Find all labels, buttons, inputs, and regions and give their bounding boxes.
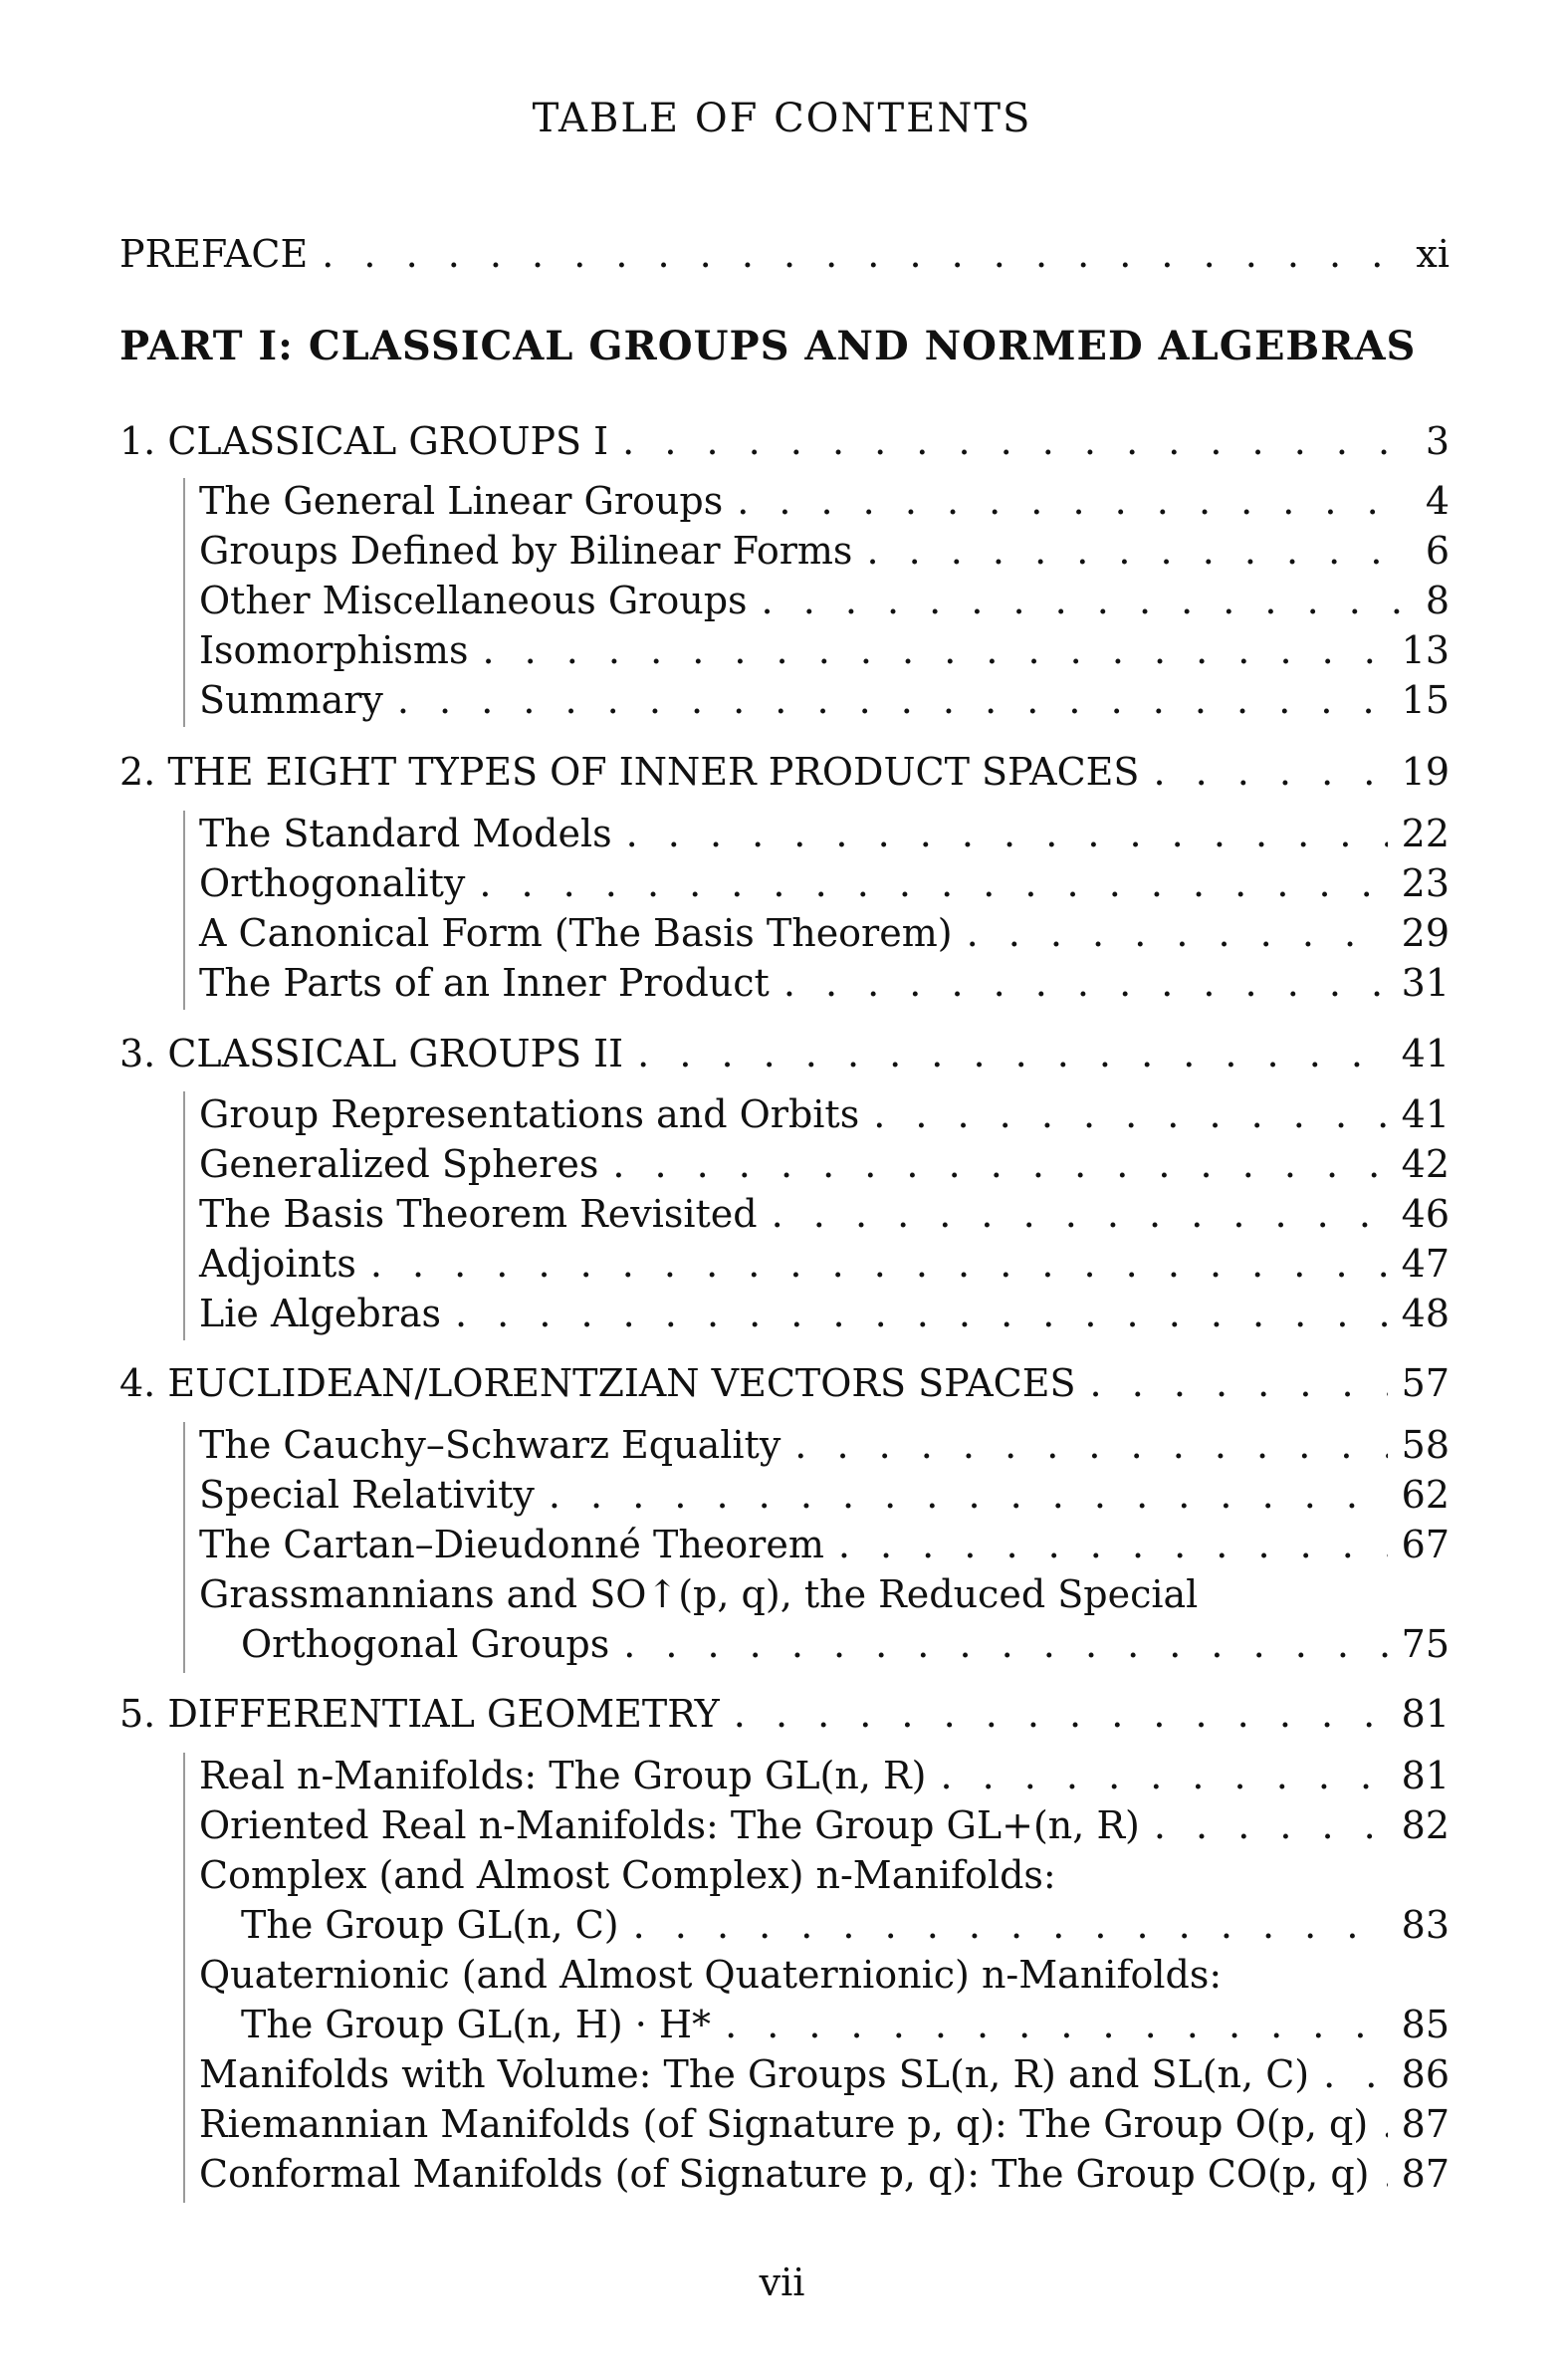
toc-section (199, 960, 1450, 1006)
section-title: Oriented Real n-Manifolds: The Group GL+(n, R) (199, 1803, 1140, 1847)
section-title: The Basis Theorem Revisited (199, 1192, 758, 1236)
dot-leader (482, 627, 1387, 673)
section-title: Groups Defined by Bilinear Forms (199, 529, 853, 573)
dot-leader (737, 478, 1412, 524)
section-title: Conformal Manifolds (of Signature p, q): The Group CO(p, q) (199, 2152, 1370, 2196)
dot-leader (783, 960, 1388, 1006)
chapter-page: 19 (1401, 750, 1450, 794)
dot-leader (1153, 749, 1387, 795)
toc-chapter-5 (119, 1691, 1450, 1737)
dot-leader (838, 1522, 1388, 1567)
toc-chapter-1 (119, 418, 1450, 464)
toc-chapter-4 (119, 1360, 1450, 1406)
toc-section (241, 2002, 1450, 2047)
section-title: Real n-Manifolds: The Group GL(n, R) (199, 1754, 927, 1797)
section-title: The Cartan–Dieudonné Theorem (199, 1523, 824, 1566)
section-rule (183, 811, 185, 1010)
section-page: 75 (1401, 1622, 1450, 1666)
page-title: TABLE OF CONTENTS (532, 96, 1032, 141)
dot-leader (734, 1691, 1388, 1737)
section-page: 29 (1401, 911, 1450, 955)
section-title: The Parts of an Inner Product (199, 961, 770, 1005)
toc-section (199, 578, 1450, 623)
dot-leader (866, 528, 1411, 574)
dot-leader (1383, 2151, 1387, 2197)
section-title: Generalized Spheres (199, 1142, 599, 1186)
toc-section (199, 1522, 1450, 1567)
dot-leader (612, 1141, 1387, 1187)
toc-section (199, 1141, 1450, 1187)
toc-section (199, 627, 1450, 673)
section-page: 6 (1425, 529, 1450, 573)
section-page: 23 (1401, 861, 1450, 905)
dot-leader (1154, 1802, 1388, 1848)
dot-leader (967, 910, 1388, 956)
toc-section (199, 1422, 1450, 1468)
chapter-title: 4. EUCLIDEAN/LORENTZIAN VECTORS SPACES (119, 1361, 1076, 1405)
toc-section (199, 2101, 1450, 2147)
toc-section (199, 910, 1450, 956)
dot-leader (455, 1291, 1388, 1336)
section-page: 47 (1401, 1242, 1450, 1286)
toc-section (199, 1091, 1450, 1137)
toc-section (199, 1241, 1450, 1287)
section-page: 58 (1401, 1423, 1450, 1467)
chapter-page: 3 (1425, 419, 1450, 463)
chapter-page: 81 (1401, 1692, 1450, 1736)
section-title-continuation: The Group GL(n, C) (241, 1903, 619, 1947)
section-page: 8 (1425, 579, 1450, 622)
toc-entry-preface (119, 231, 1450, 277)
section-page: 82 (1401, 1803, 1450, 1847)
section-title: The General Linear Groups (199, 479, 724, 523)
toc-section (199, 860, 1450, 906)
section-title-continuation: Orthogonal Groups (241, 1622, 610, 1666)
section-title-line: Quaternionic (and Almost Quaternionic) n-Manifolds: (199, 1953, 1223, 1997)
dot-leader (1323, 2051, 1388, 2097)
toc-chapter-3 (119, 1031, 1450, 1076)
toc-section (199, 1191, 1450, 1237)
chapter-title: 3. CLASSICAL GROUPS II (119, 1032, 624, 1075)
section-page: 41 (1401, 1092, 1450, 1136)
dot-leader (370, 1241, 1388, 1287)
toc-section (199, 1802, 1450, 1848)
section-page: 22 (1401, 812, 1450, 855)
toc-section (199, 2151, 1450, 2197)
toc-chapter-2 (119, 749, 1450, 795)
toc-section (199, 478, 1450, 524)
toc-section (199, 1472, 1450, 1518)
section-title: The Cauchy–Schwarz Equality (199, 1423, 782, 1467)
section-rule (183, 1422, 185, 1673)
entry-title: PREFACE (119, 232, 309, 276)
section-title-line: Complex (and Almost Complex) n-Manifolds: (199, 1853, 1056, 1897)
section-page: 42 (1401, 1142, 1450, 1186)
section-title-continuation: The Group GL(n, H) · H* (241, 2003, 712, 2046)
dot-leader (397, 677, 1388, 723)
section-page: 85 (1401, 2003, 1450, 2046)
toc-section (199, 1291, 1450, 1336)
page-number: vii (759, 2261, 805, 2304)
section-title: Orthogonality (199, 861, 466, 905)
dot-leader (622, 418, 1412, 464)
section-title: Other Miscellaneous Groups (199, 579, 748, 622)
chapter-page: 41 (1401, 1032, 1450, 1075)
chapter-page: 57 (1401, 1361, 1450, 1405)
section-title: Lie Algebras (199, 1292, 442, 1335)
dot-leader (637, 1031, 1387, 1076)
section-title: Isomorphisms (199, 628, 469, 672)
dot-leader (626, 811, 1388, 856)
section-page: 86 (1401, 2052, 1450, 2096)
entry-page: xi (1416, 232, 1450, 276)
section-page: 62 (1401, 1473, 1450, 1517)
dot-leader (940, 1753, 1387, 1798)
section-title: Manifolds with Volume: The Groups SL(n, R) and SL(n, C) (199, 2052, 1310, 2096)
section-page: 31 (1401, 961, 1450, 1005)
section-page: 15 (1401, 678, 1450, 722)
part-heading: PART I: CLASSICAL GROUPS AND NORMED ALGEBRAS (119, 323, 1417, 369)
chapter-title: 5. DIFFERENTIAL GEOMETRY (119, 1692, 720, 1736)
section-title: The Standard Models (199, 812, 612, 855)
toc-section (199, 1753, 1450, 1798)
section-page: 83 (1401, 1903, 1450, 1947)
section-title: Special Relativity (199, 1473, 535, 1517)
dot-leader (633, 1902, 1388, 1948)
dot-leader (873, 1091, 1387, 1137)
section-title: A Canonical Form (The Basis Theorem) (199, 911, 953, 955)
dot-leader (623, 1621, 1387, 1667)
section-rule (183, 1753, 185, 2203)
section-rule (183, 478, 185, 727)
section-page: 87 (1401, 2152, 1450, 2196)
dot-leader (762, 578, 1412, 623)
section-page: 87 (1401, 2102, 1450, 2146)
toc-section (199, 811, 1450, 856)
dot-leader (1382, 2101, 1387, 2147)
section-rule (183, 1091, 185, 1340)
section-page: 13 (1401, 628, 1450, 672)
dot-leader (1090, 1360, 1388, 1406)
dot-leader (479, 860, 1387, 906)
toc-section (241, 1621, 1450, 1667)
toc-section (199, 528, 1450, 574)
dot-leader (549, 1472, 1388, 1518)
section-page: 4 (1425, 479, 1450, 523)
toc-section (199, 2051, 1450, 2097)
section-title-line: Grassmannians and SO↑(p, q), the Reduced Special (199, 1572, 1199, 1616)
section-page: 48 (1401, 1292, 1450, 1335)
section-page: 67 (1401, 1523, 1450, 1566)
toc-section (199, 677, 1450, 723)
section-page: 46 (1401, 1192, 1450, 1236)
section-title: Adjoints (199, 1242, 356, 1286)
dot-leader (794, 1422, 1387, 1468)
section-title: Riemannian Manifolds (of Signature p, q): The Group O(p, q) (199, 2102, 1369, 2146)
dot-leader (322, 231, 1402, 277)
chapter-title: 1. CLASSICAL GROUPS I (119, 419, 609, 463)
dot-leader (772, 1191, 1388, 1237)
toc-section (241, 1902, 1450, 1948)
dot-leader (725, 2002, 1388, 2047)
section-title: Group Representations and Orbits (199, 1092, 860, 1136)
section-page: 81 (1401, 1754, 1450, 1797)
section-title: Summary (199, 678, 383, 722)
chapter-title: 2. THE EIGHT TYPES OF INNER PRODUCT SPACES (119, 750, 1140, 794)
